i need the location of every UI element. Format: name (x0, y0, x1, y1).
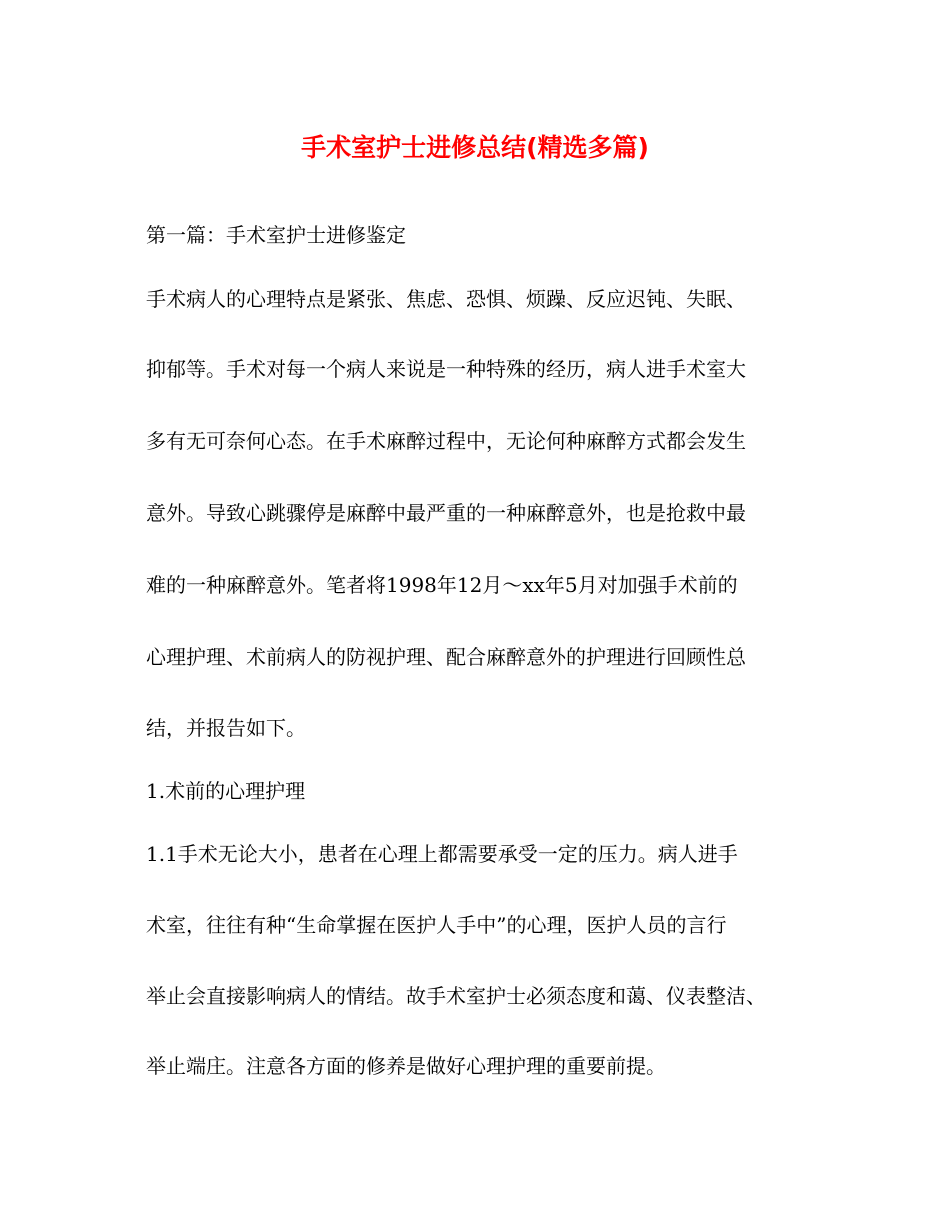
subheading: 1.术前的心理护理 (146, 779, 306, 803)
paragraph-line: 举止会直接影响病人的情结。故手术室护士必须态度和蔼、仪表整洁、 (146, 984, 766, 1008)
paragraph-line: 举止端庄。注意各方面的修养是做好心理护理的重要前提。 (146, 1054, 666, 1078)
paragraph-line: 心理护理、术前病人的防视护理、配合麻醉意外的护理进行回顾性总 (146, 645, 746, 669)
paragraph-line: 1.1手术无论大小，患者在心理上都需要承受一定的压力。病人进手 (146, 842, 738, 866)
paragraph-line: 多有无可奈何心态。在手术麻醉过程中，无论何种麻醉方式都会发生 (146, 429, 746, 453)
paragraph-line: 结，并报告如下。 (146, 716, 306, 740)
paragraph-line: 术室，往往有种“生命掌握在医护人手中”的心理，医护人员的言行 (146, 913, 727, 937)
paragraph-line: 难的一种麻醉意外。笔者将1998年12月～xx年5月对加强手术前的 (146, 573, 738, 597)
paragraph-line: 抑郁等。手术对每一个病人来说是一种特殊的经历，病人进手术室大 (146, 357, 746, 381)
paragraph-line: 意外。导致心跳骤停是麻醉中最严重的一种麻醉意外，也是抢救中最 (146, 501, 746, 525)
section-heading: 第一篇：手术室护士进修鉴定 (146, 223, 406, 247)
paragraph-line: 手术病人的心理特点是紧张、焦虑、恐惧、烦躁、反应迟钝、失眠、 (146, 287, 746, 311)
document-title: 手术室护士进修总结(精选多篇) (301, 133, 649, 162)
